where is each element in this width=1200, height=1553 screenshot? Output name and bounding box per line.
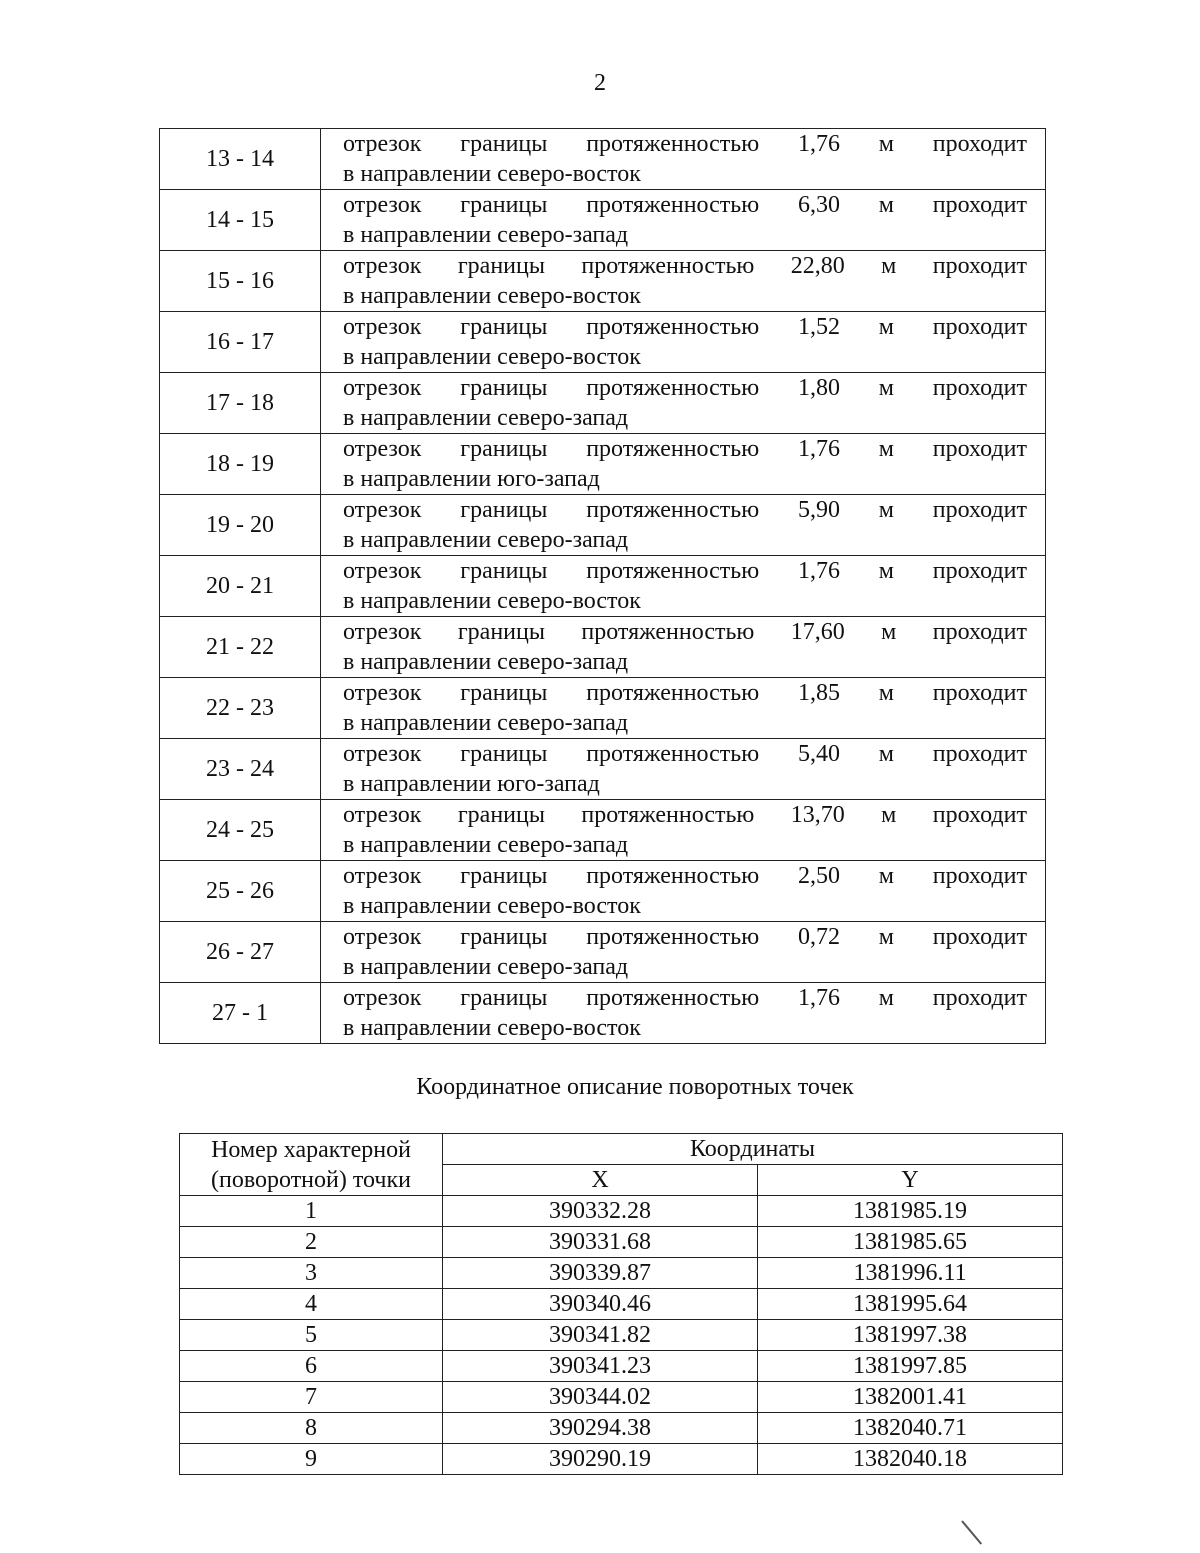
segment-range: 27 - 1 [160,983,321,1044]
segment-description-line1 [343,983,1027,1013]
segment-row [160,373,1046,434]
segment-word-granitsy: границы [460,985,548,1011]
segment-verb: проходит [932,558,1027,584]
segment-description-line1 [343,739,1027,769]
segment-word-protyazhennostyu: протяженностью [586,436,760,462]
coordinate-y: 1381985.19 [758,1196,1063,1227]
segment-direction: в направлении северо-восток [343,893,641,919]
segment-word-protyazhennostyu: протяженностью [586,863,760,889]
coordinate-row [180,1382,1063,1413]
segment-word-otrezok: отрезок [343,863,422,889]
coordinate-row [180,1351,1063,1382]
segment-range: 19 - 20 [160,495,321,556]
segment-row [160,617,1046,678]
segment-verb: проходит [932,924,1027,950]
segment-length: 13,70 [790,802,845,828]
coordinate-y: 1381985.65 [758,1227,1063,1258]
segment-length: 1,80 [797,375,840,401]
point-number: 9 [180,1444,443,1475]
segment-direction: в направлении юго-запад [343,771,600,797]
segment-word-granitsy: границы [460,680,548,706]
coordinate-row [180,1258,1063,1289]
coordinate-y: 1382001.41 [758,1382,1063,1413]
coordinates-header: Координаты [443,1134,1063,1165]
coordinate-x: 390332.28 [443,1196,758,1227]
segment-description-line1 [343,861,1027,891]
segment-description [321,922,1046,983]
segment-row [160,556,1046,617]
segment-word-otrezok: отрезок [343,680,422,706]
segment-verb: проходит [932,619,1027,645]
segment-word-otrezok: отрезок [343,497,422,523]
segment-range: 16 - 17 [160,312,321,373]
segment-direction: в направлении юго-запад [343,466,600,492]
coordinate-row [180,1289,1063,1320]
segment-unit: м [878,680,894,706]
coordinate-x: 390339.87 [443,1258,758,1289]
segment-direction: в направлении северо-запад [343,710,629,736]
segment-unit: м [878,558,894,584]
segment-word-protyazhennostyu: протяженностью [586,314,760,340]
segment-length: 5,40 [797,741,840,767]
segment-description [321,312,1046,373]
segment-unit: м [878,497,894,523]
segment-word-otrezok: отрезок [343,436,422,462]
segment-word-granitsy: границы [460,192,548,218]
coordinate-x: 390294.38 [443,1413,758,1444]
segment-row [160,251,1046,312]
coordinate-x: 390344.02 [443,1382,758,1413]
coordinate-row [180,1227,1063,1258]
coordinate-y: 1382040.18 [758,1444,1063,1475]
segment-length: 1,76 [797,985,840,1011]
coordinate-x: 390340.46 [443,1289,758,1320]
segment-word-granitsy: границы [460,375,548,401]
segment-length: 22,80 [790,253,845,279]
point-number: 6 [180,1351,443,1382]
segment-length: 6,30 [797,192,840,218]
segment-row [160,495,1046,556]
segment-description-line1 [343,251,1027,281]
segment-direction: в направлении северо-восток [343,161,641,187]
segment-verb: проходит [932,192,1027,218]
segment-description-line1 [343,556,1027,586]
segment-word-protyazhennostyu: протяженностью [586,131,760,157]
point-number: 5 [180,1320,443,1351]
segment-verb: проходит [932,436,1027,462]
segment-word-granitsy: границы [460,497,548,523]
segment-word-protyazhennostyu: протяженностью [581,253,755,279]
segment-description-line1 [343,373,1027,403]
segment-verb: проходит [932,741,1027,767]
segment-row [160,434,1046,495]
segment-word-granitsy: границы [460,924,548,950]
segment-range: 20 - 21 [160,556,321,617]
segment-word-protyazhennostyu: протяженностью [586,558,760,584]
segment-word-protyazhennostyu: протяженностью [586,741,760,767]
segment-length: 1,85 [797,680,840,706]
segment-word-otrezok: отрезок [343,985,422,1011]
segment-word-protyazhennostyu: протяженностью [586,497,760,523]
segment-row [160,190,1046,251]
coordinate-y: 1382040.71 [758,1413,1063,1444]
segment-description-line1 [343,678,1027,708]
segment-range: 25 - 26 [160,861,321,922]
segment-verb: проходит [932,253,1027,279]
coordinates-section-title: Координатное описание поворотных точек [416,1074,854,1100]
segment-unit: м [881,802,897,828]
segment-verb: проходит [932,497,1027,523]
segment-word-granitsy: границы [457,253,545,279]
segment-row [160,739,1046,800]
coordinates-table [179,1133,1063,1475]
segment-description [321,861,1046,922]
segment-direction: в направлении северо-запад [343,954,629,980]
segment-row [160,861,1046,922]
segment-description [321,129,1046,190]
segment-word-protyazhennostyu: протяженностью [586,680,760,706]
segment-description [321,373,1046,434]
segment-description-line1 [343,129,1027,159]
segment-range: 22 - 23 [160,678,321,739]
segment-unit: м [881,253,897,279]
coordinate-x: 390341.82 [443,1320,758,1351]
segment-description [321,617,1046,678]
segment-row [160,983,1046,1044]
segment-word-otrezok: отрезок [343,253,422,279]
segment-word-granitsy: границы [460,314,548,340]
segment-verb: проходит [932,863,1027,889]
segment-description-line1 [343,190,1027,220]
segment-word-otrezok: отрезок [343,131,422,157]
segment-word-otrezok: отрезок [343,192,422,218]
segment-description [321,556,1046,617]
segment-word-protyazhennostyu: протяженностью [586,192,760,218]
segment-length: 1,76 [797,131,840,157]
segment-range: 21 - 22 [160,617,321,678]
y-header: Y [758,1165,1063,1196]
segment-word-granitsy: границы [460,863,548,889]
segment-direction: в направлении северо-запад [343,405,629,431]
segment-range: 15 - 16 [160,251,321,312]
segment-row [160,129,1046,190]
coordinate-y: 1381997.85 [758,1351,1063,1382]
segment-verb: проходит [932,314,1027,340]
segment-word-otrezok: отрезок [343,924,422,950]
segment-word-protyazhennostyu: протяженностью [586,375,760,401]
segment-word-protyazhennostyu: протяженностью [581,802,755,828]
segment-description-line1 [343,617,1027,647]
coordinate-row [180,1444,1063,1475]
segment-unit: м [878,436,894,462]
pen-mark [961,1520,982,1544]
segment-word-granitsy: границы [460,558,548,584]
segment-range: 13 - 14 [160,129,321,190]
segment-description-line1 [343,312,1027,342]
segment-length: 2,50 [797,863,840,889]
segment-description [321,190,1046,251]
segment-length: 1,52 [797,314,840,340]
coordinate-y: 1381997.38 [758,1320,1063,1351]
segment-row [160,678,1046,739]
segment-direction: в направлении северо-восток [343,588,641,614]
segment-description-line1 [343,434,1027,464]
coordinates-header-row [180,1134,1063,1165]
segment-direction: в направлении северо-восток [343,283,641,309]
coordinate-row [180,1320,1063,1351]
segment-word-granitsy: границы [460,436,548,462]
segment-description [321,800,1046,861]
segment-unit: м [878,314,894,340]
segment-word-granitsy: границы [457,619,545,645]
coordinate-y: 1381996.11 [758,1258,1063,1289]
segment-direction: в направлении северо-запад [343,222,629,248]
segment-description [321,739,1046,800]
point-number: 8 [180,1413,443,1444]
segment-unit: м [878,192,894,218]
segment-unit: м [878,131,894,157]
segment-range: 24 - 25 [160,800,321,861]
segment-unit: м [881,619,897,645]
segment-length: 1,76 [797,558,840,584]
segment-word-protyazhennostyu: протяженностью [586,985,760,1011]
segment-word-otrezok: отрезок [343,802,422,828]
segment-length: 17,60 [790,619,845,645]
segment-unit: м [878,985,894,1011]
segment-description [321,251,1046,312]
segment-unit: м [878,924,894,950]
segment-length: 0,72 [797,924,840,950]
segment-range: 14 - 15 [160,190,321,251]
segment-description [321,983,1046,1044]
coordinate-x: 390290.19 [443,1444,758,1475]
segment-word-granitsy: границы [460,741,548,767]
coordinate-x: 390331.68 [443,1227,758,1258]
segment-row [160,922,1046,983]
segment-word-otrezok: отрезок [343,375,422,401]
segment-verb: проходит [932,680,1027,706]
coordinate-y: 1381995.64 [758,1289,1063,1320]
segment-word-granitsy: границы [457,802,545,828]
segment-unit: м [878,741,894,767]
x-header: X [443,1165,758,1196]
segment-row [160,312,1046,373]
coordinate-row [180,1196,1063,1227]
segment-word-otrezok: отрезок [343,619,422,645]
point-number: 1 [180,1196,443,1227]
segment-verb: проходит [932,131,1027,157]
segment-row [160,800,1046,861]
segment-verb: проходит [932,985,1027,1011]
segment-description-line1 [343,922,1027,952]
segment-description-line1 [343,495,1027,525]
segment-word-granitsy: границы [460,131,548,157]
segment-word-otrezok: отрезок [343,741,422,767]
segment-description [321,678,1046,739]
segment-range: 26 - 27 [160,922,321,983]
page-number: 2 [594,70,606,96]
segment-range: 23 - 24 [160,739,321,800]
segment-verb: проходит [932,802,1027,828]
segment-word-otrezok: отрезок [343,558,422,584]
segment-range: 18 - 19 [160,434,321,495]
segment-description [321,434,1046,495]
segment-direction: в направлении северо-запад [343,527,629,553]
point-number: 4 [180,1289,443,1320]
point-number-header-line1: Номер характерной [211,1136,411,1163]
point-number: 2 [180,1227,443,1258]
segment-description-line1 [343,800,1027,830]
segment-length: 1,76 [797,436,840,462]
segment-word-otrezok: отрезок [343,314,422,340]
segment-word-protyazhennostyu: протяженностью [581,619,755,645]
segment-verb: проходит [932,375,1027,401]
segment-direction: в направлении северо-запад [343,649,629,675]
point-number-header-line2: (поворотной) точки [211,1166,411,1193]
point-number-header [180,1134,443,1196]
segment-range: 17 - 18 [160,373,321,434]
point-number: 3 [180,1258,443,1289]
segment-description [321,495,1046,556]
coordinate-row [180,1413,1063,1444]
segment-direction: в направлении северо-восток [343,344,641,370]
coordinate-x: 390341.23 [443,1351,758,1382]
segment-direction: в направлении северо-восток [343,1015,641,1041]
point-number: 7 [180,1382,443,1413]
segment-unit: м [878,375,894,401]
segment-length: 5,90 [797,497,840,523]
segment-direction: в направлении северо-запад [343,832,629,858]
segment-unit: м [878,863,894,889]
boundary-segments-table [159,128,1046,1044]
segment-word-protyazhennostyu: протяженностью [586,924,760,950]
